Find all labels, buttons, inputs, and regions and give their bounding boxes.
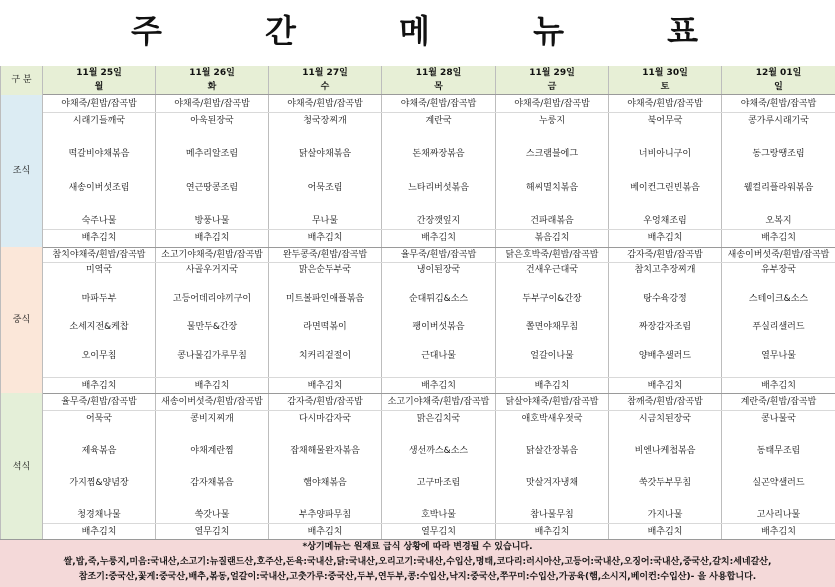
menu-cell: 야채죽/흰밥/잡곡밥: [496, 95, 609, 113]
menu-cell: 양배추샐러드: [609, 349, 722, 363]
menu-cell: 콩비지찌개: [156, 410, 269, 427]
menu-cell: 스크램블에그: [496, 146, 609, 163]
menu-row: [1, 263, 835, 278]
menu-cell: [269, 335, 382, 349]
menu-cell: [156, 163, 269, 180]
menu-cell: 배추김치: [382, 230, 496, 248]
menu-cell: 어묵조림: [269, 179, 382, 196]
menu-row: [1, 306, 835, 320]
menu-row: [1, 247, 835, 262]
menu-cell: 배추김치: [609, 230, 722, 248]
menu-cell: 제육볶음: [43, 443, 156, 459]
menu-cell: 간장깻잎지: [382, 213, 496, 230]
date-header: 11월 25일: [43, 66, 156, 80]
menu-cell: 동태무조림: [722, 443, 835, 459]
menu-cell: 감자죽/흰밥/잡곡밥: [609, 247, 722, 262]
menu-row: [1, 523, 835, 540]
menu-cell: [722, 306, 835, 320]
menu-cell: 건파래볶음: [496, 213, 609, 230]
menu-cell: 계란죽/흰밥/잡곡밥: [722, 393, 835, 410]
menu-cell: 베이컨그린빈볶음: [609, 179, 722, 196]
menu-cell: 배추김치: [722, 378, 835, 393]
menu-cell: [722, 130, 835, 147]
menu-cell: 호박나물: [382, 507, 496, 524]
menu-cell: [269, 306, 382, 320]
menu-cell: 스테이크&소스: [722, 292, 835, 306]
menu-cell: 배추김치: [722, 230, 835, 248]
menu-cell: 연근땅콩조림: [156, 179, 269, 196]
menu-cell: 계란국: [382, 112, 496, 129]
day-header: 금: [496, 80, 609, 95]
menu-cell: [609, 459, 722, 475]
menu-cell: 닭살야채볶음: [269, 146, 382, 163]
menu-cell: [156, 130, 269, 147]
menu-row: [1, 320, 835, 334]
menu-cell: 오이무침: [43, 349, 156, 363]
menu-cell: 참치고추장찌개: [609, 263, 722, 278]
date-header: 11월 28일: [382, 66, 496, 80]
meal-label-dinner: 석식: [1, 393, 43, 540]
menu-cell: 참나물무침: [496, 507, 609, 524]
menu-cell: 야채죽/흰밥/잡곡밥: [382, 95, 496, 113]
menu-cell: 얼갈이나물: [496, 349, 609, 363]
menu-cell: 햄야채볶음: [269, 475, 382, 491]
menu-cell: [43, 277, 156, 291]
menu-row: [1, 443, 835, 459]
menu-cell: 방풍나물: [156, 213, 269, 230]
menu-cell: 야채죽/흰밥/잡곡밥: [43, 95, 156, 113]
menu-cell: 배추김치: [156, 230, 269, 248]
menu-cell: [269, 163, 382, 180]
menu-cell: [609, 130, 722, 147]
header-dates-row: [1, 66, 835, 80]
menu-cell: 감자죽/흰밥/잡곡밥: [269, 393, 382, 410]
menu-cell: 배추김치: [496, 378, 609, 393]
menu-cell: [382, 459, 496, 475]
menu-cell: 배추김치: [269, 378, 382, 393]
menu-cell: 물만두&간장: [156, 320, 269, 334]
menu-cell: [269, 427, 382, 443]
menu-cell: [722, 163, 835, 180]
menu-cell: [609, 491, 722, 507]
menu-cell: 맑은김치국: [382, 410, 496, 427]
menu-cell: 느타리버섯볶음: [382, 179, 496, 196]
date-header: 11월 30일: [609, 66, 722, 80]
meal-label-breakfast: 조식: [1, 95, 43, 247]
menu-cell: 두부구이&간장: [496, 292, 609, 306]
menu-cell: [156, 335, 269, 349]
menu-cell: 북어무국: [609, 112, 722, 129]
menu-cell: [382, 427, 496, 443]
menu-cell: [496, 459, 609, 475]
menu-cell: 마파두부: [43, 292, 156, 306]
menu-cell: [382, 196, 496, 213]
menu-cell: 야채계란찜: [156, 443, 269, 459]
menu-cell: 배추김치: [269, 230, 382, 248]
date-header: 12월 01일: [722, 66, 835, 80]
menu-cell: [609, 163, 722, 180]
menu-row: [1, 146, 835, 163]
menu-cell: [609, 335, 722, 349]
menu-cell: [496, 427, 609, 443]
menu-cell: [269, 459, 382, 475]
menu-cell: 소고기야채죽/흰밥/잡곡밥: [382, 393, 496, 410]
menu-cell: [269, 491, 382, 507]
menu-cell: [43, 196, 156, 213]
menu-cell: 해씨멸치볶음: [496, 179, 609, 196]
date-header: 11월 29일: [496, 66, 609, 80]
menu-cell: [156, 306, 269, 320]
menu-cell: 청경채나물: [43, 507, 156, 524]
menu-row: [1, 230, 835, 248]
menu-cell: [496, 196, 609, 213]
menu-cell: [43, 130, 156, 147]
menu-cell: [496, 306, 609, 320]
menu-row: [1, 277, 835, 291]
menu-cell: 쑥갓나물: [156, 507, 269, 524]
meal-label-lunch: 중식: [1, 247, 43, 393]
menu-cell: 맑은순두부국: [269, 263, 382, 278]
menu-cell: 가지찜&양념장: [43, 475, 156, 491]
menu-cell: 누룽지: [496, 112, 609, 129]
day-header: 월: [43, 80, 156, 95]
menu-cell: [722, 196, 835, 213]
menu-cell: 배추김치: [269, 523, 382, 540]
menu-cell: [43, 459, 156, 475]
date-header: 11월 26일: [156, 66, 269, 80]
menu-cell: 돈채짜장볶음: [382, 146, 496, 163]
menu-cell: [382, 491, 496, 507]
menu-cell: 배추김치: [43, 523, 156, 540]
menu-cell: [382, 306, 496, 320]
menu-cell: 율무죽/흰밥/잡곡밥: [382, 247, 496, 262]
menu-row: [1, 427, 835, 443]
menu-row: [1, 393, 835, 410]
menu-cell: [496, 277, 609, 291]
menu-cell: [609, 306, 722, 320]
menu-cell: 배추김치: [43, 230, 156, 248]
menu-row: [1, 459, 835, 475]
menu-cell: 닭살야채죽/흰밥/잡곡밥: [496, 393, 609, 410]
menu-row: [1, 491, 835, 507]
menu-cell: 쑥갓두부무침: [609, 475, 722, 491]
menu-cell: 배추김치: [722, 523, 835, 540]
menu-cell: [722, 491, 835, 507]
menu-cell: 볶음김치: [496, 230, 609, 248]
menu-cell: 배추김치: [43, 378, 156, 393]
menu-cell: 콩나물국: [722, 410, 835, 427]
day-header: 수: [269, 80, 382, 95]
footer-notice: [0, 539, 835, 587]
menu-cell: 웰컬리플라워볶음: [722, 179, 835, 196]
menu-cell: 푸실리샐러드: [722, 320, 835, 334]
menu-row: [1, 410, 835, 427]
menu-row: [1, 475, 835, 491]
menu-cell: 닭살간장볶음: [496, 443, 609, 459]
menu-cell: 치커리겉절이: [269, 349, 382, 363]
menu-cell: [722, 363, 835, 378]
gubun-header: 구 분: [1, 66, 43, 95]
menu-row: [1, 507, 835, 524]
menu-cell: [156, 363, 269, 378]
menu-cell: [269, 130, 382, 147]
menu-cell: [722, 459, 835, 475]
menu-cell: 닭은호박죽/흰밥/잡곡밥: [496, 247, 609, 262]
menu-cell: [156, 491, 269, 507]
menu-cell: [609, 277, 722, 291]
menu-cell: 라면떡볶이: [269, 320, 382, 334]
menu-cell: [609, 363, 722, 378]
menu-row: [1, 163, 835, 180]
menu-cell: 메추리알조림: [156, 146, 269, 163]
menu-cell: 율무죽/흰밥/잡곡밥: [43, 393, 156, 410]
menu-cell: 감자채볶음: [156, 475, 269, 491]
menu-cell: [609, 427, 722, 443]
menu-cell: [722, 277, 835, 291]
menu-row: [1, 213, 835, 230]
menu-cell: [43, 427, 156, 443]
menu-cell: 비엔나케첩볶음: [609, 443, 722, 459]
menu-cell: [722, 335, 835, 349]
menu-cell: 팽이버섯볶음: [382, 320, 496, 334]
menu-row: [1, 179, 835, 196]
menu-cell: 우엉채조림: [609, 213, 722, 230]
menu-cell: [382, 277, 496, 291]
menu-cell: [269, 277, 382, 291]
menu-cell: 열무나물: [722, 349, 835, 363]
menu-cell: [496, 130, 609, 147]
menu-cell: [382, 335, 496, 349]
menu-cell: 소세지전&케찹: [43, 320, 156, 334]
menu-cell: 짜장감자조림: [609, 320, 722, 334]
menu-cell: 실곤약샐러드: [722, 475, 835, 491]
menu-cell: 콩나물김가루무침: [156, 349, 269, 363]
menu-cell: [496, 363, 609, 378]
menu-cell: 아욱된장국: [156, 112, 269, 129]
menu-cell: [156, 196, 269, 213]
menu-cell: 어묵국: [43, 410, 156, 427]
menu-cell: 고사리나물: [722, 507, 835, 524]
menu-cell: 완두콩죽/흰밥/잡곡밥: [269, 247, 382, 262]
menu-cell: 부추양파무침: [269, 507, 382, 524]
menu-cell: 오복지: [722, 213, 835, 230]
menu-row: [1, 349, 835, 363]
menu-cell: [496, 335, 609, 349]
menu-cell: 열무김치: [156, 523, 269, 540]
menu-cell: 청국장찌개: [269, 112, 382, 129]
menu-row: [1, 95, 835, 113]
menu-cell: 사골우거지국: [156, 263, 269, 278]
menu-cell: 유부장국: [722, 263, 835, 278]
menu-cell: 새송이버섯조림: [43, 179, 156, 196]
menu-cell: [43, 163, 156, 180]
menu-cell: [722, 427, 835, 443]
origin-line-1: 쌀,밥,죽,누룽지,미음:국내산,소고기:뉴질랜드산,호주산,돈육:국내산,닭:국내산,오리고기:국내산,수입산,명태,코다리:러시아산,고등어:국내산,오징어:국내산,중국산,갈치:세네갈산,: [0, 555, 835, 570]
menu-row: [1, 292, 835, 306]
menu-cell: 생선까스&소스: [382, 443, 496, 459]
menu-cell: 숙주나물: [43, 213, 156, 230]
menu-cell: 시금치된장국: [609, 410, 722, 427]
menu-cell: 근대나물: [382, 349, 496, 363]
menu-cell: [496, 163, 609, 180]
menu-cell: 참치야채죽/흰밥/잡곡밥: [43, 247, 156, 262]
menu-cell: 배추김치: [609, 523, 722, 540]
menu-cell: 떡갈비야채볶음: [43, 146, 156, 163]
menu-cell: 배추김치: [382, 378, 496, 393]
day-header: 일: [722, 80, 835, 95]
menu-cell: 야채죽/흰밥/잡곡밥: [269, 95, 382, 113]
menu-cell: 순대튀김&소스: [382, 292, 496, 306]
page-title: 주 간 메 뉴 표: [0, 0, 835, 66]
menu-cell: 맛살겨자냉채: [496, 475, 609, 491]
menu-cell: 참깨죽/흰밥/잡곡밥: [609, 393, 722, 410]
menu-cell: [609, 196, 722, 213]
menu-row: [1, 130, 835, 147]
menu-cell: 탕수육강정: [609, 292, 722, 306]
menu-cell: [43, 491, 156, 507]
menu-cell: 야채죽/흰밥/잡곡밥: [609, 95, 722, 113]
menu-cell: [156, 459, 269, 475]
menu-row: [1, 112, 835, 129]
menu-cell: [382, 363, 496, 378]
menu-cell: [382, 163, 496, 180]
menu-cell: 고등어데리야끼구이: [156, 292, 269, 306]
menu-cell: 야채죽/흰밥/잡곡밥: [156, 95, 269, 113]
menu-cell: [269, 196, 382, 213]
menu-cell: [269, 363, 382, 378]
menu-cell: 다시마감자국: [269, 410, 382, 427]
menu-cell: [156, 427, 269, 443]
menu-row: [1, 335, 835, 349]
menu-cell: 야채죽/흰밥/잡곡밥: [722, 95, 835, 113]
day-header: 목: [382, 80, 496, 95]
menu-cell: 너비아니구이: [609, 146, 722, 163]
menu-cell: 배추김치: [609, 378, 722, 393]
menu-cell: 미역국: [43, 263, 156, 278]
menu-cell: 잡채해물완자볶음: [269, 443, 382, 459]
weekly-menu-table: [0, 66, 835, 541]
menu-row: [1, 196, 835, 213]
menu-cell: 미트볼파인애플볶음: [269, 292, 382, 306]
menu-cell: [43, 306, 156, 320]
menu-cell: 냉이된장국: [382, 263, 496, 278]
menu-row: [1, 363, 835, 378]
menu-cell: 콩가루시래기국: [722, 112, 835, 129]
menu-cell: 쫄면야채무침: [496, 320, 609, 334]
menu-cell: 배추김치: [496, 523, 609, 540]
menu-cell: 소고기야채죽/흰밥/잡곡밥: [156, 247, 269, 262]
menu-cell: 고구마조림: [382, 475, 496, 491]
menu-cell: 건새우근대국: [496, 263, 609, 278]
menu-row: [1, 378, 835, 393]
menu-cell: 애호박새우젓국: [496, 410, 609, 427]
day-header: 화: [156, 80, 269, 95]
menu-cell: [43, 335, 156, 349]
menu-cell: [156, 277, 269, 291]
footer-notice-text: *상기메뉴는 원재료 급식 상황에 따라 변경될 수 있습니다.: [0, 540, 835, 555]
menu-cell: 열무김치: [382, 523, 496, 540]
menu-cell: 동그랑땡조림: [722, 146, 835, 163]
menu-cell: 가지나물: [609, 507, 722, 524]
menu-cell: 무나물: [269, 213, 382, 230]
origin-line-2: 참조기:중국산,꽃게:중국산,배추,볶동,얼갈이:국내산,고춧가루:중국산,두부,연두부,콩:수입산,낙지:중국산,쭈꾸미:수입산,가공육(햄,소시지,베이컨:수입산)- 을 사용합니다.: [0, 570, 835, 585]
menu-cell: [382, 130, 496, 147]
menu-cell: 시래기들깨국: [43, 112, 156, 129]
header-days-row: [1, 80, 835, 95]
menu-cell: 새송이버섯죽/흰밥/잡곡밥: [722, 247, 835, 262]
menu-cell: [43, 363, 156, 378]
menu-cell: [496, 491, 609, 507]
menu-cell: 새송이버섯죽/흰밥/잡곡밥: [156, 393, 269, 410]
day-header: 토: [609, 80, 722, 95]
menu-cell: 배추김치: [156, 378, 269, 393]
date-header: 11월 27일: [269, 66, 382, 80]
